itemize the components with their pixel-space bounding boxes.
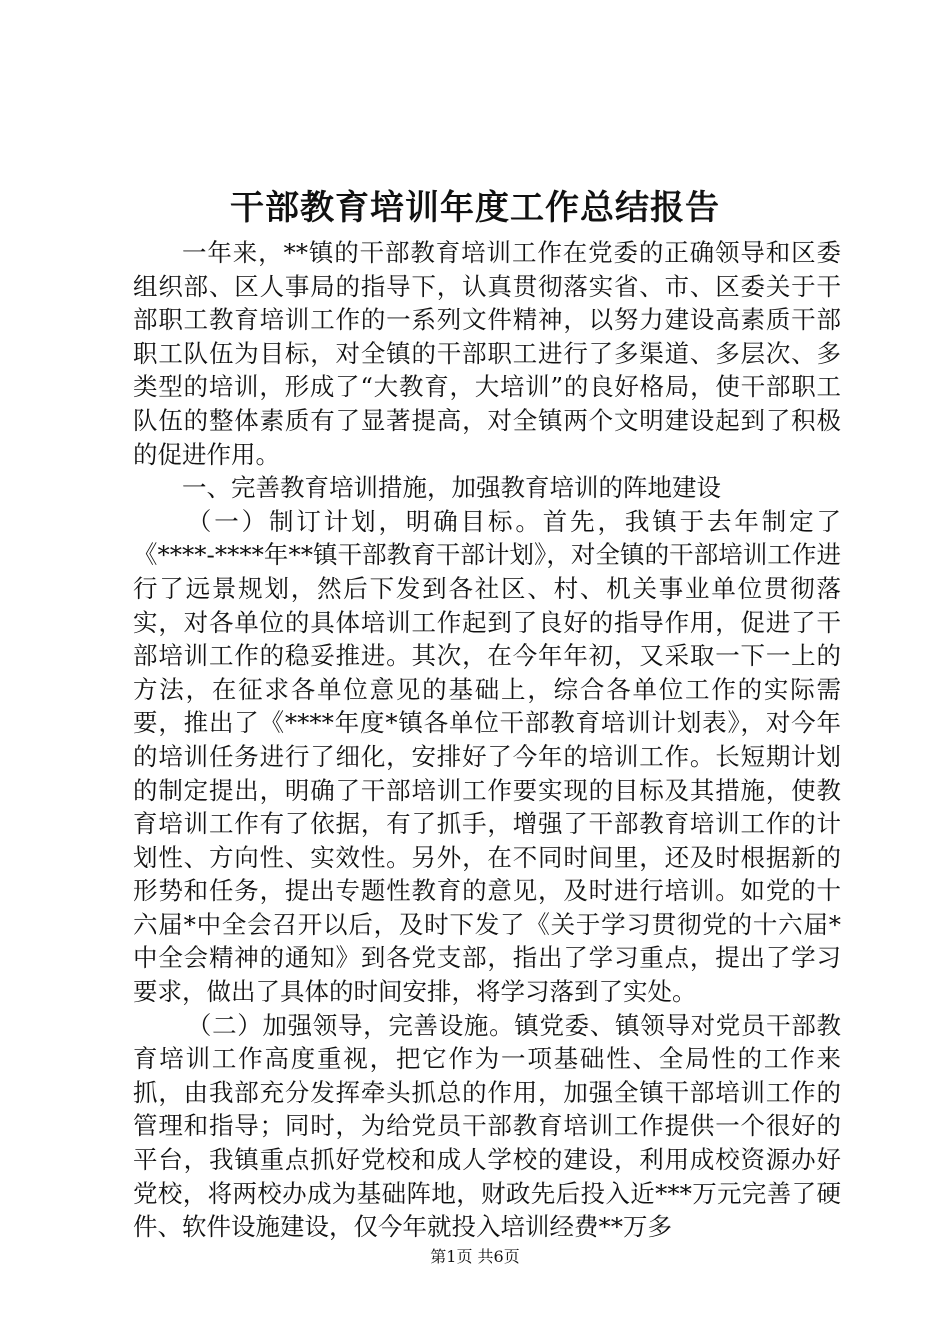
subsection-paragraph-2: （二）加强领导，完善设施。镇党委、镇领导对党员干部教育培训工作高度重视，把它作为一项基础性、全局性的工作来抓，由我部充分发挥牵头抓总的作用，加强全镇干部培训工作的管理和指导；同时，为给党员干部教育培训工作提供一个很好的平台，我镇重点抓好党校和成人学校的建设，利用成校资源办好党校，将两校办成为基础阵地，财政先后投入近***万元完善了硬件、软件设施建设，仅今年就投入培训经费**万多 [133,1010,841,1242]
page-footer: 第1页 共6页 [430,1247,520,1266]
document-title: 干部教育培训年度工作总结报告 [230,188,720,228]
intro-paragraph: 一年来，**镇的干部教育培训工作在党委的正确领导和区委组织部、区人事局的指导下，认真贯彻落实省、市、区委关于干部职工教育培训工作的一系列文件精神，以努力建设高素质干部职工队伍为目标，对全镇的干部职工进行了多渠道、多层次、多类型的培训，形成了“大教育，大培训”的良好格局，使干部职工队伍的整体素质有了显著提高，对全镇两个文明建设起到了积极的促进作用。 [133,238,841,469]
section-heading: 一、完善教育培训措施，加强教育培训的阵地建设 [182,473,721,503]
subsection-paragraph-1: （一）制订计划，明确目标。首先，我镇于去年制定了《****-****年**镇干部教育干部计划》，对全镇的干部培训工作进行了远景规划，然后下发到各社区、村、机关事业单位贯彻落实，对各单位的具体培训工作起到了良好的指导作用，促进了干部培训工作的稳妥推进。其次，在今年年初，又采取一下一上的方法，在征求各单位意见的基础上，综合各单位工作的实际需要，推出了《****年度*镇各单位干部教育培训计划表》，对今年的培训任务进行了细化，安排好了今年的培训工作。长短期计划的制定提出，明确了干部培训工作要实现的目标及其措施，使教育培训工作有了依据，有了抓手，增强了干部教育培训工作的计划性、方向性、实效性。另外，在不同时间里，还及时根据新的形势和任务，提出专题性教育的意见，及时进行培训。如党的十六届*中全会召开以后，及时下发了《关于学习贯彻党的十六届*中全会精神的通知》到各党支部，指出了学习重点，提出了学习要求，做出了具体的时间安排，将学习落到了实处。 [133,506,841,1007]
document-body [133,236,841,1244]
